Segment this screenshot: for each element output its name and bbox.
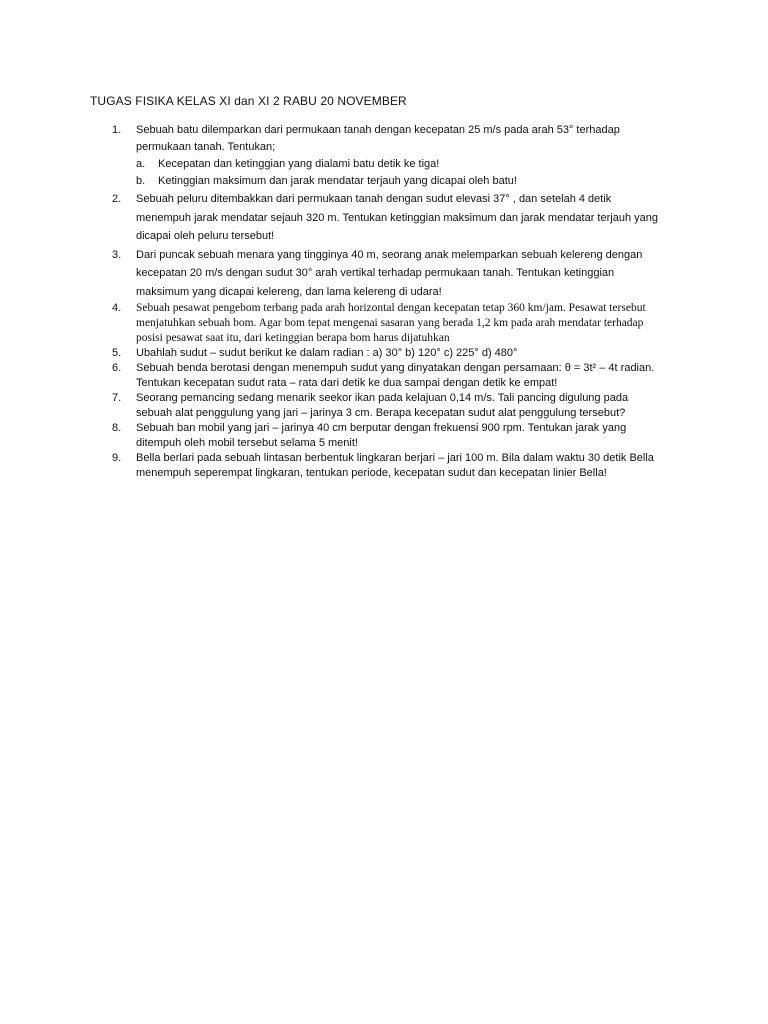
sub-question-text: Kecepatan dan ketinggian yang dialami batu detik ke tiga!	[158, 158, 440, 170]
question-text: Bella berlari pada sebuah lintasan berbentuk lingkaran berjari – jari 100 m. Bila dalam waktu 30 detik Bella menempuh seperempat lingkaran, tentukan periode, kecepatan sudut dan kecepatan linier Bella!	[136, 452, 654, 479]
question-item	[0, 391, 666, 421]
question-item	[0, 421, 666, 451]
question-list	[0, 122, 768, 481]
question-text: Seorang pemancing sedang menarik seekor ikan pada kelajuan 0,14 m/s. Tali pancing digulung pada sebuah alat penggulung yang jari – jarinya 3 cm. Berapa kecepatan sudut alat penggulung tersebut?	[136, 392, 629, 419]
sub-question-text: Ketinggian maksimum dan jarak mendatar terjauh yang dicapai oleh batu!	[158, 175, 517, 187]
question-text: Sebuah batu dilemparkan dari permukaan tanah dengan kecepatan 25 m/s pada arah 53° terhadap permukaan tanah. Tentukan;	[136, 124, 620, 153]
question-item	[0, 361, 666, 391]
question-number: 6.	[112, 362, 122, 374]
question-number: 3.	[112, 248, 122, 261]
sub-question-item	[136, 173, 666, 190]
question-number: 5.	[112, 347, 122, 359]
sub-question-list	[136, 156, 666, 190]
question-number: 2.	[112, 193, 122, 205]
question-text: Ubahlah sudut – sudut berikut ke dalam radian : a) 30° b) 120° c) 225° d) 480°	[136, 347, 518, 359]
question-item	[0, 246, 666, 302]
question-item	[0, 451, 666, 481]
question-text: Sebuah peluru ditembakkan dari permukaan tanah dengan sudut elevasi 37° , dan setelah 4 detik menempuh jarak mendatar sejauh 320 m. Tentukan ketinggian maksimum dan jarak mendatar terjauh yang dicapai oleh peluru tersebut!	[136, 193, 658, 242]
sub-question-item	[136, 156, 666, 173]
question-number: 7.	[112, 392, 122, 404]
question-number: 1.	[112, 124, 122, 136]
question-number: 4.	[112, 302, 122, 314]
question-text: Dari puncak sebuah menara yang tingginya 40 m, seorang anak melemparkan sebuah kelereng dengan kecepatan 20 m/s dengan sudut 30° arah vertikal terhadap permukaan tanah. Tentukan ketinggian maksimum yang dicapai kelereng, dan lama kelereng di udara!	[136, 248, 643, 298]
sub-question-label: a.	[136, 158, 146, 170]
question-item	[0, 122, 666, 190]
page-title: TUGAS FISIKA KELAS XI dan XI 2 RABU 20 NOVEMBER	[90, 94, 407, 108]
question-number: 8.	[112, 422, 122, 434]
question-item	[0, 346, 666, 361]
question-item	[0, 301, 666, 346]
question-text: Sebuah ban mobil yang jari – jarinya 40 cm berputar dengan frekuensi 900 rpm. Tentukan jarak yang ditempuh oleh mobil tersebut selama 5 menit!	[136, 422, 627, 449]
question-text: Sebuah pesawat pengebom terbang pada arah horizontal dengan kecepatan tetap 360 km/jam. Pesawat tersebut menjatuhkan sebuah bom. Agar bom tepat mengenai sasaran yang berada 1,2 km pada arah mendatar terhadap posisi pesawat saat itu, dari ketinggian berapa bom harus dijatuhkan	[136, 302, 646, 344]
question-item	[0, 190, 666, 246]
question-number: 9.	[112, 452, 122, 464]
question-text: Sebuah benda berotasi dengan menempuh sudut yang dinyatakan dengan persamaan: θ = 3t² – 4t radian. Tentukan kecepatan sudut rata – rata dari detik ke dua sampai dengan detik ke empat!	[136, 362, 655, 389]
sub-question-label: b.	[136, 175, 146, 187]
